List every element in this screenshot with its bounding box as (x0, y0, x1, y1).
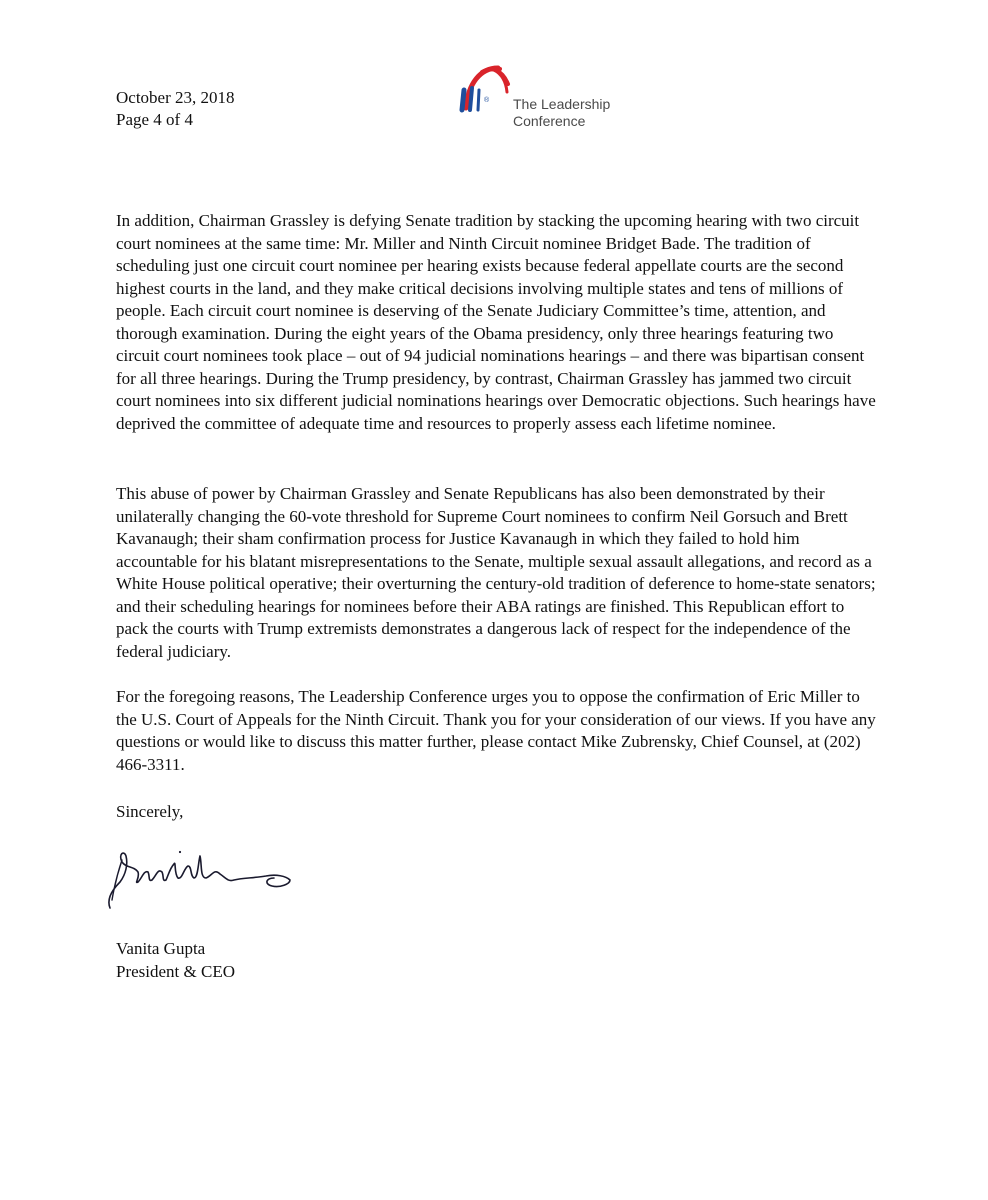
signer-block (116, 938, 235, 983)
registered-mark: ® (484, 97, 490, 104)
arch-logo-icon (456, 62, 516, 116)
signer-title: President & CEO (116, 961, 235, 981)
logo-text-line2: Conference (513, 113, 586, 129)
body-paragraph: For the foregoing reasons, The Leadership Conference urges you to oppose the confirmation of Eric Miller to the U.S. Court of Appeals for the Ninth Circuit. Thank you for your consideration of our views. If you have any questions or would like to discuss this matter further, please contact Mike Zubrensky, Chief Counsel, at (202) 466-3311. (116, 687, 876, 774)
handwritten-signature (104, 838, 304, 918)
leadership-conference-logo (456, 62, 636, 132)
body-paragraph: This abuse of power by Chairman Grassley and Senate Republicans has also been demonstrated by their unilaterally changing the 60-vote threshold for Supreme Court nominees to confirm Neil Gorsuch and Brett Kavanaugh; their sham confirmation process for Justice Kavanaugh in which they failed to hold him accountable for his blatant misrepresentations to the Senate, multiple sexual assault allegations, and record as a White House political operative; their overturning the century-old tradition of deference to home-state senators; and their scheduling hearings for nominees before their ABA ratings are finished. This Republican effort to pack the courts with Trump extremists demonstrates a dangerous lack of respect for the independence of the federal judiciary. (116, 484, 876, 661)
signer-name: Vanita Gupta (116, 939, 206, 958)
closing-salutation: Sincerely, (116, 802, 184, 821)
signature-icon (104, 838, 304, 918)
letter-date: October 23, 2018 (116, 88, 235, 107)
page-number: Page 4 of 4 (116, 110, 193, 129)
body-paragraph: In addition, Chairman Grassley is defying Senate tradition by stacking the upcoming hearing with two circuit court nominees at the same time: Mr. Miller and Ninth Circuit nominee Bridget Bade. The tradition of scheduling just one circuit court nominee per hearing exists because federal appellate courts are the second highest courts in the land, and they make critical decisions involving multiple states and tens of millions of people. Each circuit court nominee is deserving of the Senate Judiciary Committee’s time, attention, and thorough examination. During the eight years of the Obama presidency, only three hearings featuring two circuit court nominees took place – out of 94 judicial nominations hearings – and there was bipartisan consent for all three hearings. During the Trump presidency, by contrast, Chairman Grassley has jammed two circuit court nominees into six different judicial nominations hearings over Democratic objections. Such hearings have deprived the committee of adequate time and resources to properly assess each lifetime nominee. (116, 211, 876, 433)
letter-header (116, 87, 235, 131)
logo-text-line1: The Leadership (513, 96, 611, 112)
